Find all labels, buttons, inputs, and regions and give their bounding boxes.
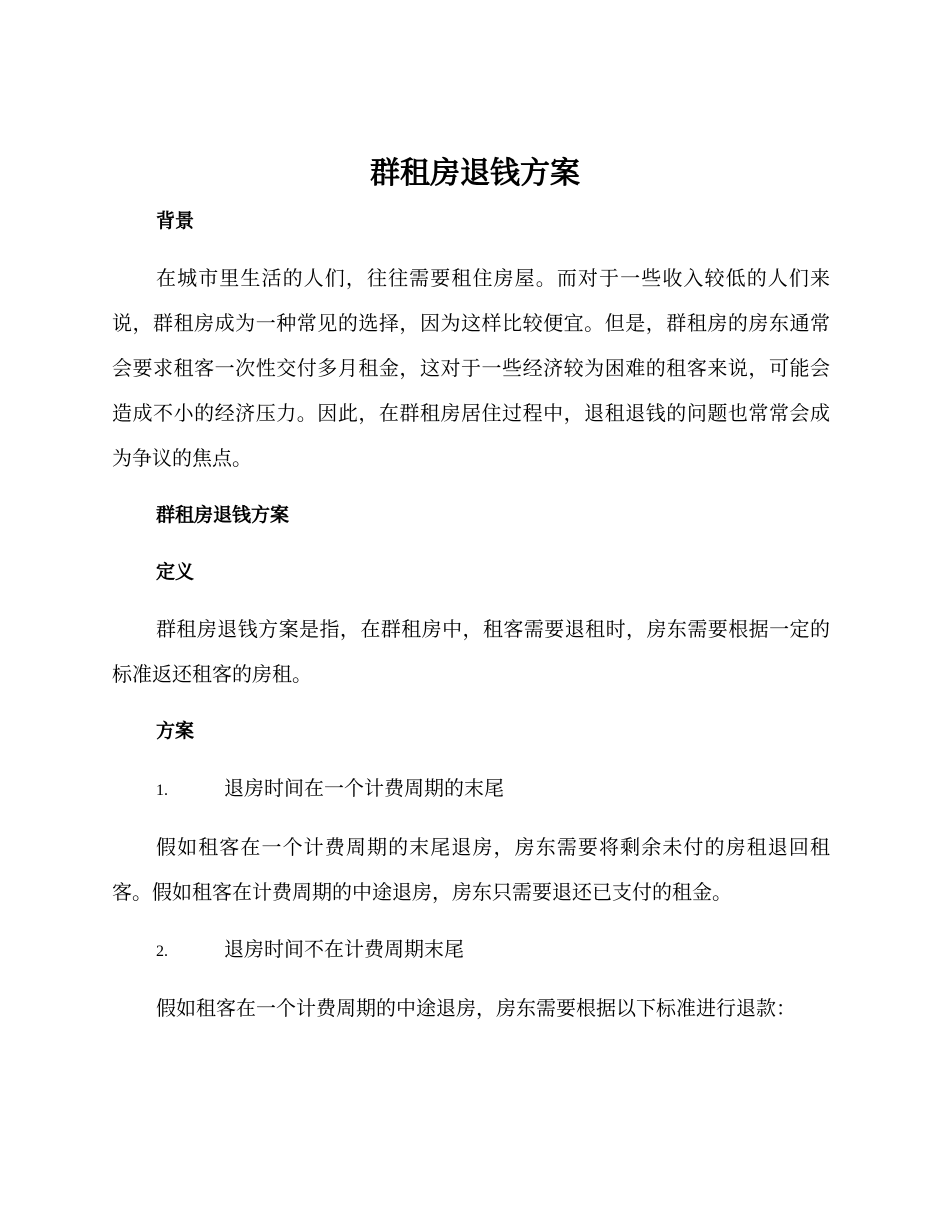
document-body [112, 150, 830, 1031]
heading-plan: 群租房退钱方案 [156, 504, 290, 526]
list-item-2 [112, 926, 830, 975]
list-number-2: 2. [156, 943, 168, 960]
paragraph-item-2: 假如租客在一个计费周期的中途退房，房东需要根据以下标准进行退款： [156, 996, 796, 1020]
paragraph-background: 在城市里生活的人们，往往需要租住房屋。而对于一些收入较低的人们来说，群租房成为一种常见的选择，因为这样比较便宜。但是，群租房的房东通常会要求租客一次性交付多月租金，这对于一些经济较为困难的租客来说，可能会造成不小的经济压力。因此，在群租房居住过程中，退租退钱的问题也常常会成为争议的焦点。 [112, 266, 830, 470]
list-label-1: 退房时间在一个计费周期的末尾 [224, 776, 504, 800]
paragraph-item-1: 假如租客在一个计费周期的末尾退房，房东需要将剩余未付的房租退回租客。假如租客在计费周期的中途退房，房东只需要退还已支付的租金。 [112, 835, 830, 904]
document-title: 群租房退钱方案 [370, 156, 580, 191]
list-item-1 [112, 765, 830, 814]
paragraph-definition: 群租房退钱方案是指，在群租房中，租客需要退租时，房东需要根据一定的标准返还租客的房租。 [112, 617, 830, 686]
list-label-2: 退房时间不在计费周期末尾 [224, 937, 464, 961]
heading-background: 背景 [156, 210, 195, 232]
heading-definition: 定义 [156, 561, 195, 583]
list-number-1: 1. [156, 782, 168, 799]
heading-scheme: 方案 [156, 720, 195, 742]
